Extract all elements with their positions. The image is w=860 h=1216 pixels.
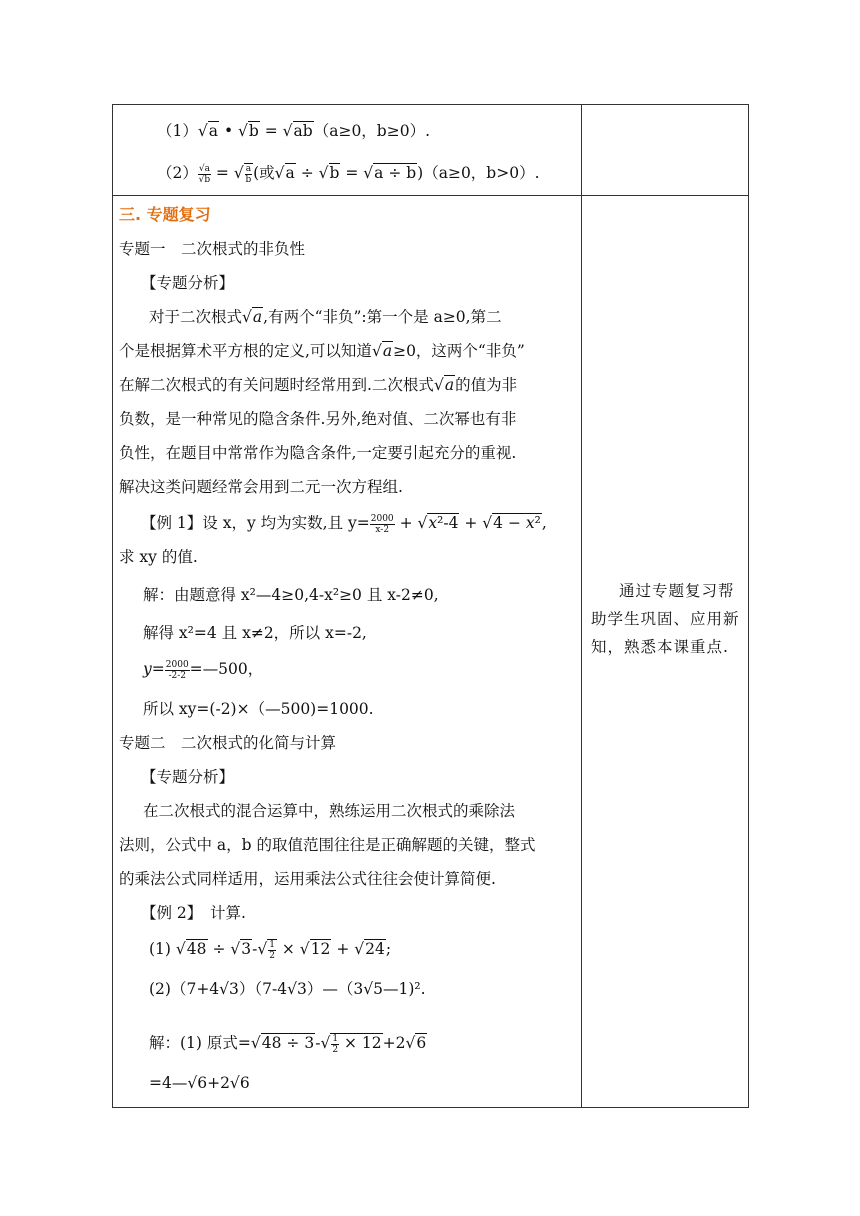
example2-statement: 【例 2】 计算.: [141, 904, 246, 922]
solution1-line1: 解：由题意得 x²—4≥0,4-x²≥0 且 x-2≠0,: [143, 586, 439, 604]
topic1-para-line6: 解决这类问题经常会用到二元一次方程组.: [119, 478, 403, 496]
solution1-line3: y= $\frac{2000}{-2-2}$ =—500，: [143, 659, 264, 681]
topic1-para-line2: 个是根据算术平方根的定义,可以知道√a≥0，这两个“非负”: [119, 342, 525, 360]
side-note: 通过专题复习帮助学生巩固、应用新知，熟悉本课重点.: [591, 582, 740, 656]
example2-q1: (1) √48 ÷ √3-√ $\frac{1}{2}$ × √12 + √24;: [149, 939, 392, 961]
topic1-para-line3: 在解二次根式的有关问题时经常用到.二次根式√a的值为非: [119, 376, 518, 394]
topic2-analysis-label: 【专题分析】: [141, 768, 235, 786]
topic1-analysis-label: 【专题分析】: [141, 274, 235, 292]
topic2-para-line2: 法则，公式中 a，b 的取值范围往往是正确解题的关键，整式: [119, 836, 536, 854]
formula-1: （1）√a • √b = √ab（a≥0，b≥0）.: [157, 122, 431, 140]
example2-q2: (2)（7+4√3）（7-4√3）—（3√5—1)².: [149, 980, 426, 998]
solution1-line2: 解得 x²=4 且 x≠2，所以 x=-2,: [143, 624, 367, 642]
topic2-para-line3: 的乘法公式同样适用，运用乘法公式往往会使计算简便.: [119, 870, 496, 888]
column-divider: [581, 105, 582, 1107]
formula-2: （2） $\frac{√a}{√b}$ = √ $\frac{a}{b}$ (或√a ÷ √b = √a ÷ b)（a≥0，b>0）.: [157, 163, 540, 185]
example1-statement: 【例 1】设 x，y 均为实数,且 y= $\frac{2000}{x-2}$ + √x²-4 + √4 − x²,: [141, 513, 547, 535]
topic1-para-line5: 负性，在题目中常常作为隐含条件,一定要引起充分的重视.: [119, 444, 517, 462]
topic1-title: 专题一 二次根式的非负性: [119, 240, 306, 258]
solution2-line2: =4—√6+2√6: [149, 1074, 250, 1092]
topic1-para-line4: 负数，是一种常见的隐含条件.另外,绝对值、二次幂也有非: [119, 410, 517, 428]
topic2-title: 专题二 二次根式的化简与计算: [119, 734, 337, 752]
solution2-line1: 解：(1) 原式=√48 ÷ 3-√ $\frac{1}{2}$ × 12+2√6: [149, 1033, 427, 1055]
section-heading: 三. 专题复习: [119, 205, 211, 224]
row-divider: [113, 195, 748, 196]
topic1-para-line1: 对于二次根式√a,有两个“非负”:第一个是 a≥0,第二: [149, 308, 502, 326]
solution1-line4: 所以 xy=(-2)×（—500)=1000.: [143, 700, 374, 718]
lesson-table: [112, 104, 749, 1108]
topic2-para-line1: 在二次根式的混合运算中，熟练运用二次根式的乘除法: [143, 802, 516, 820]
example1-question: 求 xy 的值.: [119, 548, 198, 566]
